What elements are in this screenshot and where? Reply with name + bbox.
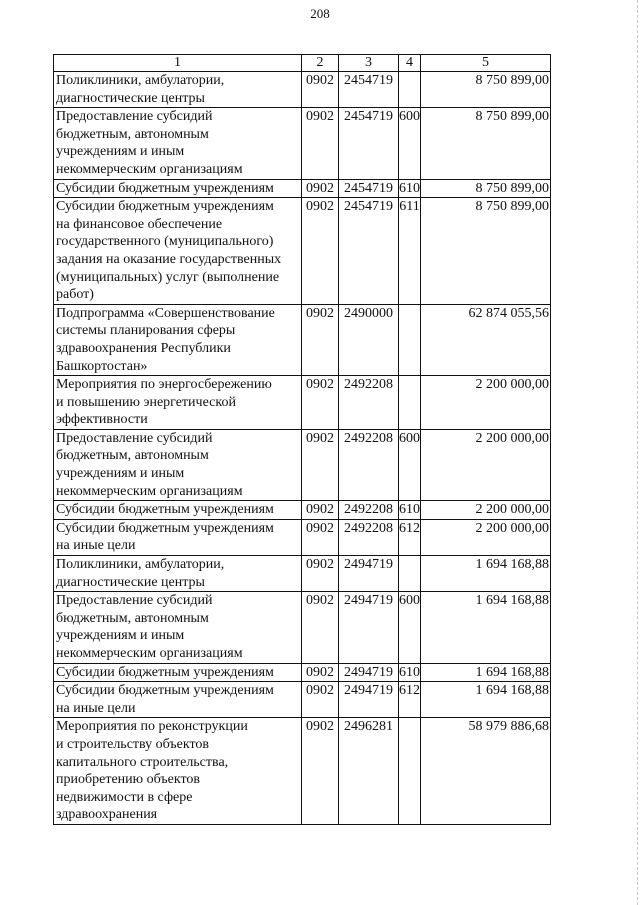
row-section-code-cell: 0902 (302, 304, 339, 375)
table-row (54, 179, 551, 198)
row-name-cell: Субсидии бюджетным учреждениям на финансовое обеспечение государственного (муниципального) задания на оказание государственных (муниципальных) услуг (выполнение работ) (54, 198, 302, 305)
row-name-cell: Субсидии бюджетным учреждениям (54, 179, 302, 198)
row-name-cell: Предоставление субсидий бюджетным, автономным учреждениям и иным некоммерческим организациям (54, 108, 302, 179)
table-row (54, 718, 551, 825)
table-row (54, 663, 551, 682)
row-expense-type-cell: 610 (399, 663, 421, 682)
row-target-code-cell: 2494719 (339, 682, 399, 718)
row-amount-cell: 2 200 000,00 (421, 501, 551, 520)
row-amount-cell: 8 750 899,00 (421, 108, 551, 179)
header-col-3: 3 (339, 55, 399, 72)
table-row (54, 198, 551, 305)
budget-table (53, 54, 551, 825)
row-expense-type-cell (399, 718, 421, 825)
row-name-cell: Поликлиники, амбулатории, диагностические центры (54, 556, 302, 592)
row-target-code-cell: 2454719 (339, 108, 399, 179)
row-expense-type-cell: 612 (399, 519, 421, 555)
row-section-code-cell: 0902 (302, 519, 339, 555)
row-name-cell: Субсидии бюджетным учреждениям на иные цели (54, 519, 302, 555)
row-amount-cell: 8 750 899,00 (421, 72, 551, 108)
row-target-code-cell: 2494719 (339, 556, 399, 592)
table-header (54, 55, 551, 72)
scan-edge-line (636, 0, 638, 905)
header-col-1: 1 (54, 55, 302, 72)
row-name-cell: Мероприятия по реконструкции и строительству объектов капитального строительства, приобретению объектов недвижимости в сфере здравоохранения (54, 718, 302, 825)
table-row (54, 501, 551, 520)
row-target-code-cell: 2496281 (339, 718, 399, 825)
row-amount-cell: 1 694 168,88 (421, 682, 551, 718)
row-amount-cell: 8 750 899,00 (421, 198, 551, 305)
row-name-cell: Субсидии бюджетным учреждениям (54, 501, 302, 520)
header-col-5: 5 (421, 55, 551, 72)
row-amount-cell: 8 750 899,00 (421, 179, 551, 198)
row-target-code-cell: 2492208 (339, 519, 399, 555)
row-section-code-cell: 0902 (302, 501, 339, 520)
row-expense-type-cell (399, 72, 421, 108)
table-row (54, 429, 551, 500)
row-expense-type-cell: 610 (399, 501, 421, 520)
header-col-4: 4 (399, 55, 421, 72)
row-amount-cell: 1 694 168,88 (421, 592, 551, 663)
row-section-code-cell: 0902 (302, 72, 339, 108)
row-amount-cell: 62 874 055,56 (421, 304, 551, 375)
header-row (54, 55, 551, 72)
row-name-cell: Предоставление субсидий бюджетным, автономным учреждениям и иным некоммерческим организациям (54, 429, 302, 500)
row-target-code-cell: 2494719 (339, 663, 399, 682)
table-row (54, 519, 551, 555)
table-row (54, 72, 551, 108)
table-row (54, 592, 551, 663)
row-name-cell: Поликлиники, амбулатории, диагностические центры (54, 72, 302, 108)
page-number: 208 (310, 6, 330, 21)
row-name-cell: Подпрограмма «Совершенствование системы планирования сферы здравоохранения Республики Башкортостан» (54, 304, 302, 375)
table-row (54, 108, 551, 179)
row-expense-type-cell: 610 (399, 179, 421, 198)
row-target-code-cell: 2490000 (339, 304, 399, 375)
row-section-code-cell: 0902 (302, 682, 339, 718)
row-expense-type-cell (399, 556, 421, 592)
row-section-code-cell: 0902 (302, 376, 339, 430)
row-name-cell: Предоставление субсидий бюджетным, автономным учреждениям и иным некоммерческим организациям (54, 592, 302, 663)
row-expense-type-cell: 600 (399, 592, 421, 663)
table-row (54, 376, 551, 430)
row-section-code-cell: 0902 (302, 663, 339, 682)
row-amount-cell: 2 200 000,00 (421, 519, 551, 555)
row-target-code-cell: 2492208 (339, 376, 399, 430)
row-name-cell: Мероприятия по энергосбережению и повышению энергетической эффективности (54, 376, 302, 430)
row-amount-cell: 1 694 168,88 (421, 556, 551, 592)
row-amount-cell: 1 694 168,88 (421, 663, 551, 682)
row-name-cell: Субсидии бюджетным учреждениям на иные цели (54, 682, 302, 718)
row-name-cell: Субсидии бюджетным учреждениям (54, 663, 302, 682)
row-expense-type-cell (399, 376, 421, 430)
row-expense-type-cell: 611 (399, 198, 421, 305)
row-target-code-cell: 2454719 (339, 198, 399, 305)
row-target-code-cell: 2492208 (339, 501, 399, 520)
row-target-code-cell: 2492208 (339, 429, 399, 500)
row-amount-cell: 2 200 000,00 (421, 376, 551, 430)
table-row (54, 556, 551, 592)
row-amount-cell: 58 979 886,68 (421, 718, 551, 825)
row-section-code-cell: 0902 (302, 718, 339, 825)
table-row (54, 682, 551, 718)
row-section-code-cell: 0902 (302, 556, 339, 592)
row-section-code-cell: 0902 (302, 108, 339, 179)
table-body (54, 72, 551, 825)
table-row (54, 304, 551, 375)
row-target-code-cell: 2454719 (339, 72, 399, 108)
row-amount-cell: 2 200 000,00 (421, 429, 551, 500)
row-section-code-cell: 0902 (302, 179, 339, 198)
row-section-code-cell: 0902 (302, 592, 339, 663)
row-expense-type-cell: 612 (399, 682, 421, 718)
row-expense-type-cell: 600 (399, 108, 421, 179)
header-col-2: 2 (302, 55, 339, 72)
row-section-code-cell: 0902 (302, 198, 339, 305)
row-section-code-cell: 0902 (302, 429, 339, 500)
row-expense-type-cell (399, 304, 421, 375)
row-target-code-cell: 2454719 (339, 179, 399, 198)
row-target-code-cell: 2494719 (339, 592, 399, 663)
row-expense-type-cell: 600 (399, 429, 421, 500)
